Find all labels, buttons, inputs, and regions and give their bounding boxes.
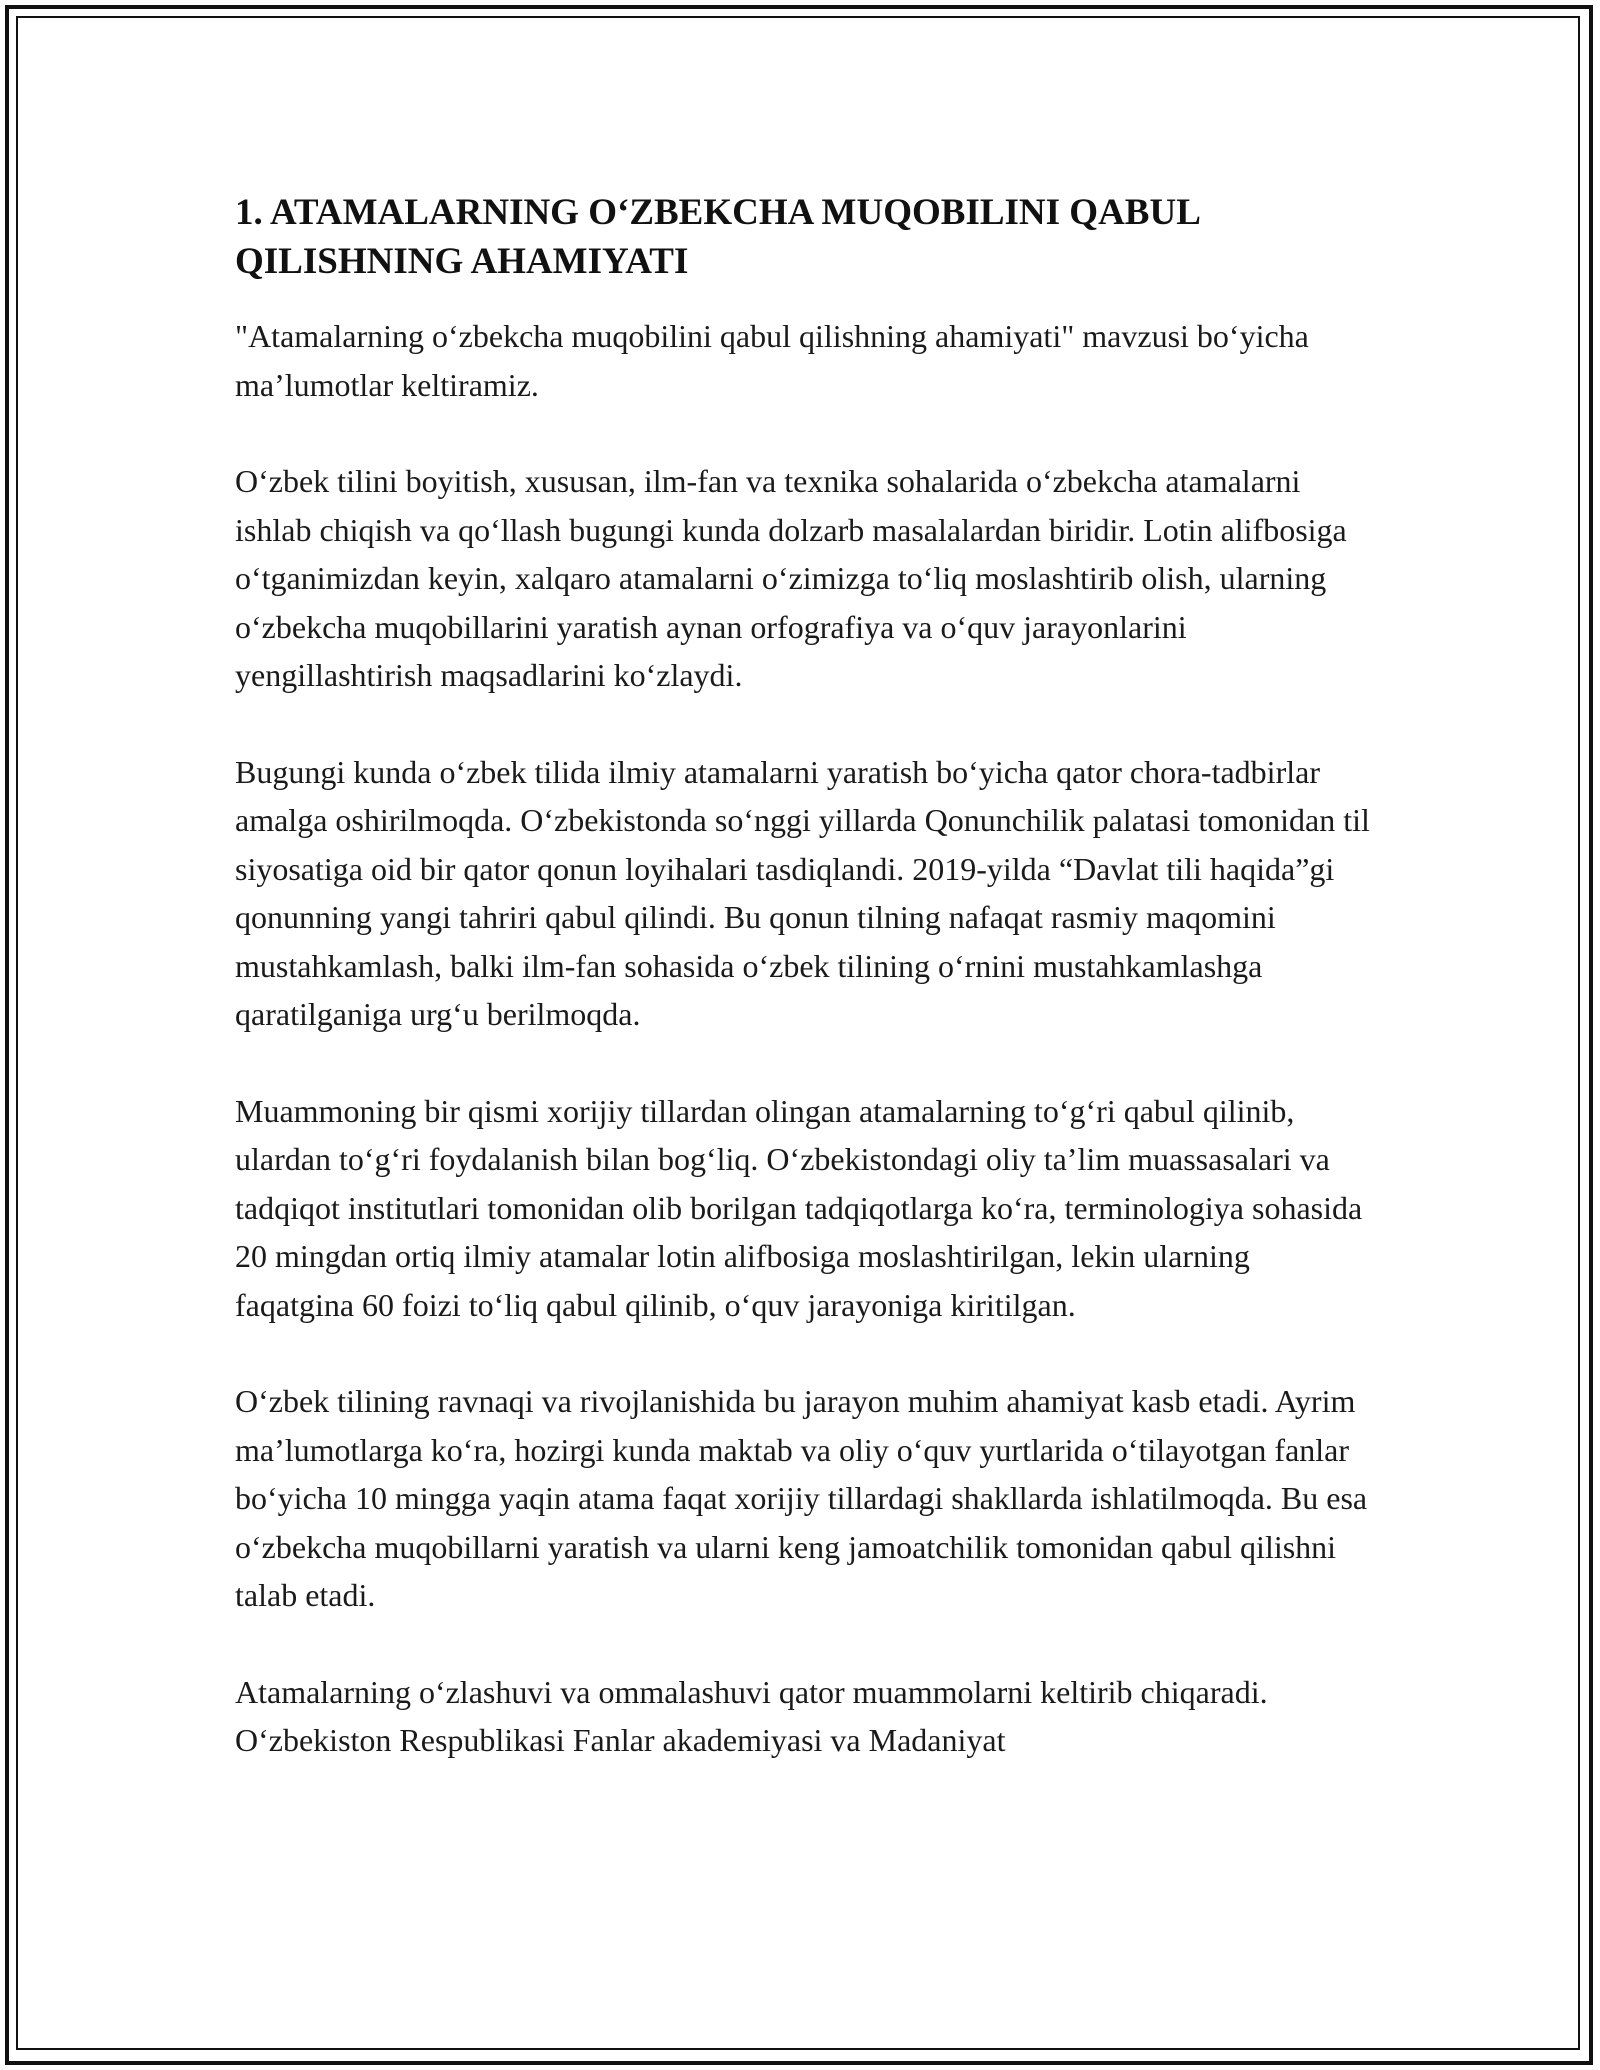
paragraph-development: O‘zbek tilining ravnaqi va rivojlanishida bu jarayon muhim ahamiyat kasb etadi. Ayrim ma’lumotlarga ko‘ra, hozirgi kunda maktab va oliy o‘quv yurtlarida o‘tilayotgan fanlar bo‘yicha 10 mingga yaqin atama faqat xorijiy tillardagi shakllarda ishlatilmoqda. Bu esa o‘zbekcha muqobillarni yaratish va ularni keng jamoatchilik tomonidan qabul qilishni talab etadi.: [235, 1383, 1368, 1613]
paragraph-intro: "Atamalarning o‘zbekcha muqobilini qabul qilishning ahamiyati" mavzusi bo‘yicha ma’lumotlar keltiramiz.: [235, 318, 1309, 403]
paragraph-measures: Bugungi kunda o‘zbek tilida ilmiy atamalarni yaratish bo‘yicha qator chora-tadbirlar amalga oshirilmoqda. O‘zbekistonda so‘nggi yillarda Qonunchilik palatasi tomonidan til siyosatiga oid bir qator qonun loyihalari tasdiqlandi. 2019-yilda “Davlat tili haqida”gi qonunning yangi tahriri qabul qilindi. Bu qonun tilning nafaqat rasmiy maqomini mustahkamlash, balki ilm-fan sohasida o‘zbek tilining o‘rnini mustahkamlashga qaratilganiga urg‘u berilmoqda.: [235, 753, 1370, 1032]
document-body: [235, 312, 1375, 1765]
section-heading: 1. ATAMALARNING O‘ZBEKCHA MUQOBILINI QABUL QILISHNING AHAMIYATI: [235, 192, 1199, 282]
paragraph-enrichment: O‘zbek tilini boyitish, xususan, ilm-fan va texnika sohalarida o‘zbekcha atamalarni ishlab chiqish va qo‘llash bugungi kunda dolzarb masalalardan biridir. Lotin alifbosiga o‘tganimizdan keyin, xalqaro atamalarni o‘zimizga to‘liq moslashtirib olish, ularning o‘zbekcha muqobillarini yaratish aynan orfografiya va o‘quv jarayonlarini yengillashtirish maqsadlarini ko‘zlaydi.: [235, 463, 1347, 693]
paragraph-adoption: Atamalarning o‘zlashuvi va ommalashuvi qator muammolarni keltirib chiqaradi. O‘zbekiston Respublikasi Fanlar akademiyasi va Madaniyat: [235, 1673, 1268, 1758]
document-content: [235, 188, 1375, 1813]
paragraph-problem: Muammoning bir qismi xorijiy tillardan olingan atamalarning to‘g‘ri qabul qilinib, ulardan to‘g‘ri foydalanish bilan bog‘liq. O‘zbekistondagi oliy ta’lim muassasalari va tadqiqot institutlari tomonidan olib borilgan tadqiqotlarga ko‘ra, terminologiya sohasida 20 mingdan ortiq ilmiy atamalar lotin alifbosiga moslashtirilgan, lekin ularning faqatgina 60 foizi to‘liq qabul qilinib, o‘quv jarayoniga kiritilgan.: [235, 1092, 1363, 1323]
